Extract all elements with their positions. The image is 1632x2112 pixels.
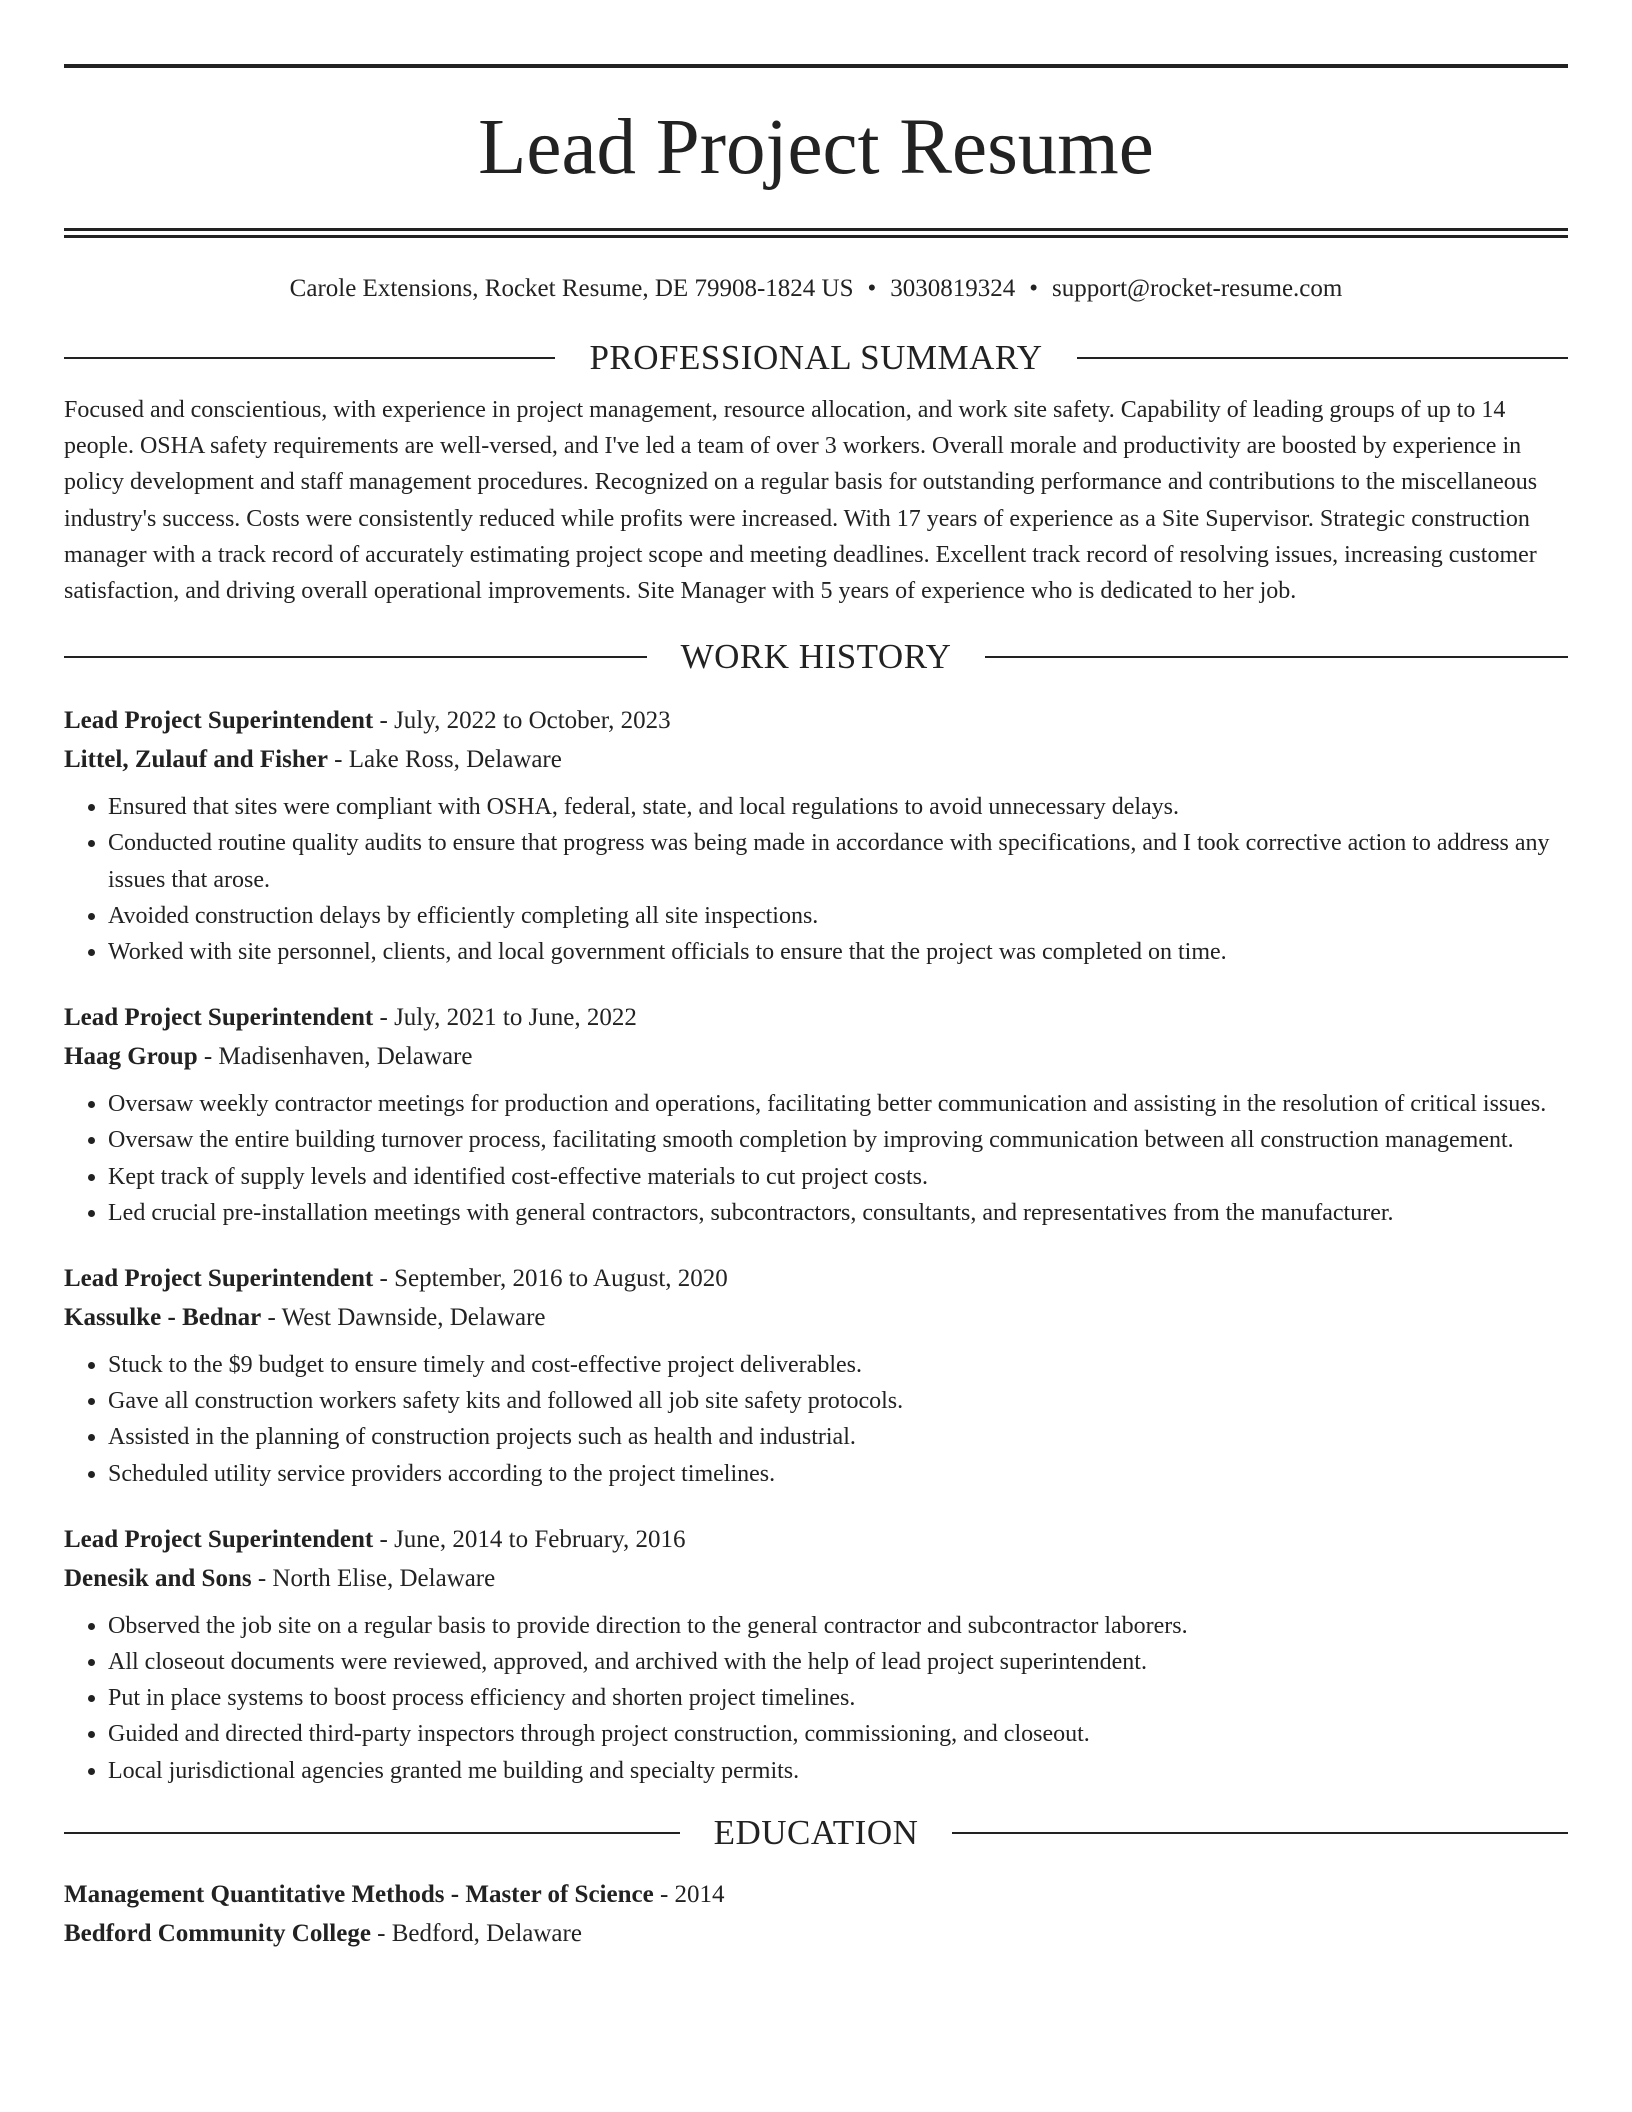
job-bullet: • Assisted in the planning of construction projects such as health and industrial.: [108, 1419, 1568, 1455]
job-dates: - September, 2016 to August, 2020: [373, 1265, 728, 1293]
job-entry: [64, 701, 1568, 970]
job-bullet: • Put in place systems to boost process efficiency and shorten project timelines.: [108, 1680, 1568, 1716]
education-school-line: [64, 1914, 1568, 1953]
job-bullets: [64, 789, 1568, 970]
contact-separator: •: [1029, 275, 1039, 302]
job-bullets: [64, 1347, 1568, 1492]
resume-content: [64, 64, 1568, 1953]
job-company-line: [64, 1037, 1568, 1076]
work-heading-label: WORK HISTORY: [680, 637, 952, 677]
job-bullet: • Local jurisdictional agencies granted me building and specialty permits.: [108, 1753, 1568, 1789]
education-location: - Bedford, Delaware: [370, 1919, 582, 1947]
job-title: Lead Project Superintendent: [64, 1525, 374, 1553]
education-heading-label: EDUCATION: [713, 1812, 919, 1852]
heading-rule-right: [985, 656, 1568, 658]
job-title: Lead Project Superintendent: [64, 1265, 374, 1293]
summary-heading: [64, 336, 1568, 380]
job-bullets: [64, 1086, 1568, 1231]
education-heading: [64, 1811, 1568, 1855]
job-location: - North Elise, Delaware: [251, 1564, 496, 1592]
job-bullet: • Led crucial pre-installation meetings with general contractors, subcontractors, consultants, and representatives from the manufacturer.: [108, 1195, 1568, 1231]
heading-rule-left: [64, 1832, 680, 1834]
job-bullet: • Avoided construction delays by efficiently completing all site inspections.: [108, 898, 1568, 934]
job-company: Haag Group: [64, 1043, 198, 1071]
job-dates: - June, 2014 to February, 2016: [373, 1525, 686, 1553]
education-degree-line: [64, 1875, 1568, 1914]
heading-rule-right: [1077, 357, 1568, 359]
job-company-line: [64, 1298, 1568, 1337]
job-bullet: • Conducted routine quality audits to ensure that progress was being made in accordance with specifications, and I took corrective action to address any issues that arose.: [108, 825, 1568, 897]
contact-phone: 3030819324: [890, 275, 1016, 302]
job-title-line: [64, 1259, 1568, 1298]
job-title-line: [64, 1520, 1568, 1559]
job-bullet: • Scheduled utility service providers according to the project timelines.: [108, 1456, 1568, 1492]
job-location: - West Dawnside, Delaware: [261, 1304, 546, 1332]
heading-rule-left: [64, 656, 647, 658]
job-title-line: [64, 998, 1568, 1037]
job-bullet: • Observed the job site on a regular basis to provide direction to the general contractor and subcontractor laborers.: [108, 1608, 1568, 1644]
contact-email: support@rocket-resume.com: [1052, 275, 1343, 302]
education-year: - 2014: [653, 1880, 725, 1908]
page-title: Lead Project Resume: [478, 104, 1154, 191]
education-degree: Management Quantitative Methods - Master of Science: [64, 1880, 654, 1908]
job-location: - Madisenhaven, Delaware: [197, 1043, 473, 1071]
job-bullet: • Guided and directed third-party inspectors through project construction, commissioning, and closeout.: [108, 1716, 1568, 1752]
job-entry: [64, 1520, 1568, 1789]
job-bullet: • Gave all construction workers safety kits and followed all job site safety protocols.: [108, 1383, 1568, 1419]
summary-text: Focused and conscientious, with experience in project management, resource allocation, and work site safety. Capability of leading groups of up to 14 people. OSHA safety requirements are well-versed, and I've led a team of over 3 workers. Overall morale and productivity are boosted by experience in policy development and staff management procedures. Recognized on a regular basis for outstanding performance and contributions to the miscellaneous industry's success. Costs were consistently reduced while profits were increased. With 17 years of experience as a Site Supervisor. Strategic construction manager with a track record of accurately estimating project scope and meeting deadlines. Excellent track record of resolving issues, increasing customer satisfaction, and driving overall operational improvements. Site Manager with 5 years of experience who is dedicated to her job.: [64, 397, 1538, 605]
contact-line: [64, 272, 1568, 306]
job-entry: [64, 998, 1568, 1231]
job-title-line: [64, 701, 1568, 740]
job-title: Lead Project Superintendent: [64, 1004, 374, 1032]
heading-rule-left: [64, 357, 555, 359]
job-location: - Lake Ross, Delaware: [327, 746, 562, 774]
job-bullet: • All closeout documents were reviewed, approved, and archived with the help of lead project superintendent.: [108, 1644, 1568, 1680]
summary-heading-label: PROFESSIONAL SUMMARY: [589, 338, 1043, 377]
job-title: Lead Project Superintendent: [64, 707, 374, 735]
job-bullet: • Ensured that sites were compliant with OSHA, federal, state, and local regulations to avoid unnecessary delays.: [108, 789, 1568, 825]
job-company: Denesik and Sons: [64, 1564, 252, 1592]
job-company: Littel, Zulauf and Fisher: [64, 746, 328, 774]
education-school: Bedford Community College: [64, 1919, 371, 1947]
heading-rule-right: [952, 1832, 1568, 1834]
job-bullet: • Worked with site personnel, clients, and local government officials to ensure that the project was completed on time.: [108, 934, 1568, 970]
job-bullets: [64, 1608, 1568, 1789]
job-company-line: [64, 740, 1568, 779]
education-entry: [64, 1875, 1568, 1953]
title-double-rule: [64, 228, 1568, 238]
job-company-line: [64, 1559, 1568, 1598]
job-entry: [64, 1259, 1568, 1492]
job-bullet: • Stuck to the $9 budget to ensure timely and cost-effective project deliverables.: [108, 1347, 1568, 1383]
job-dates: - July, 2022 to October, 2023: [373, 707, 671, 735]
contact-address: Carole Extensions, Rocket Resume, DE 79908-1824 US: [289, 275, 854, 302]
job-bullet: • Kept track of supply levels and identified cost-effective materials to cut project costs.: [108, 1159, 1568, 1195]
top-rule: [64, 64, 1568, 68]
job-bullet: • Oversaw weekly contractor meetings for production and operations, facilitating better communication and assisting in the resolution of critical issues.: [108, 1086, 1568, 1122]
job-bullet: • Oversaw the entire building turnover process, facilitating smooth completion by improving communication between all construction management.: [108, 1122, 1568, 1158]
job-dates: - July, 2021 to June, 2022: [373, 1004, 637, 1032]
contact-separator: •: [867, 275, 877, 302]
job-company: Kassulke - Bednar: [64, 1304, 262, 1332]
work-heading: [64, 635, 1568, 679]
